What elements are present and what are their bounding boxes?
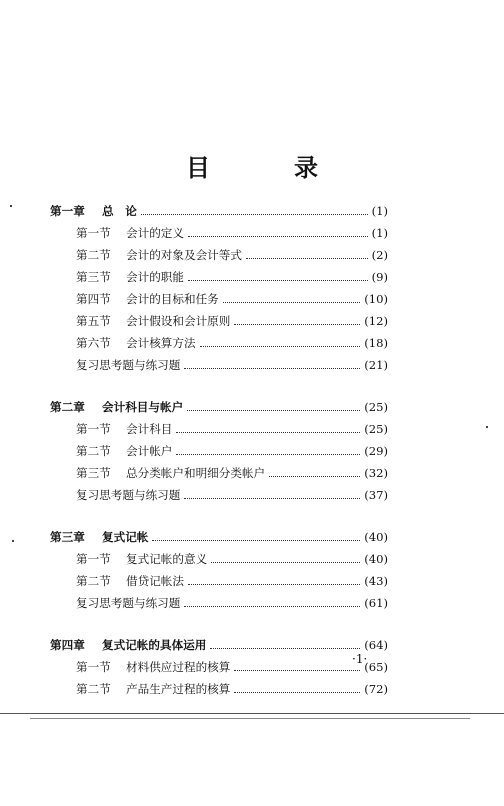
- scan-speck: [10, 205, 12, 207]
- toc-entry-number: 第六节: [76, 336, 111, 350]
- toc-chapter-row: [50, 200, 388, 222]
- toc-leader-dots: [188, 236, 368, 237]
- chapter-gap: [50, 506, 388, 526]
- toc-entry-number: 第一节: [76, 422, 111, 436]
- toc-leader-dots: [234, 670, 360, 671]
- toc-leader-dots: [152, 540, 360, 541]
- toc-entry-page: (65): [364, 660, 388, 674]
- toc-chapter-row: [50, 396, 388, 418]
- toc-entry-title: 会计的对象及会计等式: [126, 248, 242, 262]
- toc-entry-title: 会计帐户: [126, 444, 173, 458]
- toc-entry-number: 第二节: [76, 574, 111, 588]
- toc-leader-dots: [269, 476, 360, 477]
- toc-leader-dots: [176, 454, 360, 455]
- scan-speck: [486, 426, 488, 428]
- table-of-contents: [50, 200, 388, 700]
- toc-entry-title: 产品生产过程的核算: [126, 682, 231, 696]
- toc-entry-number: 第一节: [76, 552, 111, 566]
- toc-entry-title: 复式记帐的具体运用: [102, 638, 207, 652]
- page-title: 目 录: [186, 153, 348, 182]
- toc-entry-number: 第五节: [76, 314, 111, 328]
- toc-leader-dots: [176, 432, 360, 433]
- toc-entry-title: 会计核算方法: [126, 336, 196, 350]
- toc-entry-title: 会计假设和会计原则: [126, 314, 231, 328]
- toc-entry-page: (40): [364, 530, 388, 544]
- toc-entry-page: (18): [364, 336, 388, 350]
- toc-entry-title: 会计科目: [126, 422, 173, 436]
- scan-speck: [12, 540, 14, 542]
- toc-entry-page: (12): [364, 314, 388, 328]
- toc-entry-page: (25): [364, 400, 388, 414]
- toc-section-row: [50, 332, 388, 354]
- toc-entry-page: (64): [364, 638, 388, 652]
- toc-entry-page: (21): [364, 358, 388, 372]
- toc-entry-page: (40): [364, 552, 388, 566]
- chapter-gap: [50, 376, 388, 396]
- toc-section-row: [50, 288, 388, 310]
- toc-entry-number: 第三节: [76, 270, 111, 284]
- toc-section-row: [50, 222, 388, 244]
- chapter-gap: [50, 614, 388, 634]
- toc-entry-number: 第四节: [76, 292, 111, 306]
- toc-leader-dots: [184, 368, 360, 369]
- toc-entry-title: 会计的定义: [126, 226, 184, 240]
- toc-entry-page: (72): [364, 682, 388, 696]
- toc-leader-dots: [223, 302, 360, 303]
- toc-leader-dots: [188, 584, 360, 585]
- toc-entry-page: (29): [364, 444, 388, 458]
- toc-entry-number: 第二节: [76, 682, 111, 696]
- toc-entry-number: 第二节: [76, 444, 111, 458]
- toc-entry-title: 复习思考题与练习题: [76, 596, 181, 610]
- toc-entry-title: 复式记帐: [102, 530, 149, 544]
- toc-section-row: [50, 678, 388, 700]
- toc-entry-title: 借贷记帐法: [126, 574, 184, 588]
- toc-entry-page: (43): [364, 574, 388, 588]
- toc-leader-dots: [141, 214, 368, 215]
- toc-leader-dots: [184, 606, 360, 607]
- toc-entry-page: (9): [371, 270, 388, 284]
- toc-entry-number: 第四章: [50, 638, 85, 652]
- toc-entry-title: 复式记帐的意义: [126, 552, 208, 566]
- toc-review-row: [50, 354, 388, 376]
- toc-section-row: [50, 548, 388, 570]
- toc-entry-number: 第二章: [50, 400, 85, 414]
- toc-review-row: [50, 592, 388, 614]
- toc-entry-number: 第一节: [76, 226, 111, 240]
- toc-entry-title: 会计的职能: [126, 270, 184, 284]
- toc-chapter-row: [50, 634, 388, 656]
- toc-entry-title: 总分类帐户和明细分类帐户: [126, 466, 266, 480]
- toc-section-row: [50, 570, 388, 592]
- toc-entry-title: 会计的目标和任务: [126, 292, 219, 306]
- toc-review-row: [50, 484, 388, 506]
- toc-section-row: [50, 462, 388, 484]
- toc-entry-page: (32): [364, 466, 388, 480]
- bottom-rule: [0, 713, 504, 714]
- toc-leader-dots: [184, 498, 360, 499]
- toc-entry-title: 复习思考题与练习题: [76, 488, 181, 502]
- toc-section-row: [50, 440, 388, 462]
- toc-entry-number: 第三节: [76, 466, 111, 480]
- bottom-rule-secondary: [30, 718, 470, 719]
- page-number: ·1·: [352, 652, 368, 666]
- toc-entry-number: 第二节: [76, 248, 111, 262]
- toc-leader-dots: [210, 648, 360, 649]
- toc-entry-title: 总 论: [102, 204, 137, 218]
- toc-entry-page: (25): [364, 422, 388, 436]
- toc-entry-page: (1): [371, 226, 388, 240]
- toc-section-row: [50, 266, 388, 288]
- toc-entry-page: (10): [364, 292, 388, 306]
- toc-section-row: [50, 244, 388, 266]
- toc-leader-dots: [234, 324, 360, 325]
- toc-entry-title: 材料供应过程的核算: [126, 660, 231, 674]
- toc-entry-title: 会计科目与帐户: [102, 400, 184, 414]
- toc-leader-dots: [234, 692, 360, 693]
- toc-entry-page: (37): [364, 488, 388, 502]
- toc-section-row: [50, 418, 388, 440]
- toc-section-row: [50, 656, 388, 678]
- toc-entry-number: 第三章: [50, 530, 85, 544]
- toc-entry-page: (61): [364, 596, 388, 610]
- toc-leader-dots: [211, 562, 360, 563]
- toc-leader-dots: [246, 258, 368, 259]
- toc-entry-page: (1): [371, 204, 388, 218]
- toc-chapter-row: [50, 526, 388, 548]
- toc-section-row: [50, 310, 388, 332]
- toc-entry-page: (2): [371, 248, 388, 262]
- toc-leader-dots: [200, 346, 361, 347]
- toc-leader-dots: [187, 410, 360, 411]
- toc-entry-number: 第一章: [50, 204, 85, 218]
- toc-entry-number: 第一节: [76, 660, 111, 674]
- toc-entry-title: 复习思考题与练习题: [76, 358, 181, 372]
- toc-leader-dots: [188, 280, 368, 281]
